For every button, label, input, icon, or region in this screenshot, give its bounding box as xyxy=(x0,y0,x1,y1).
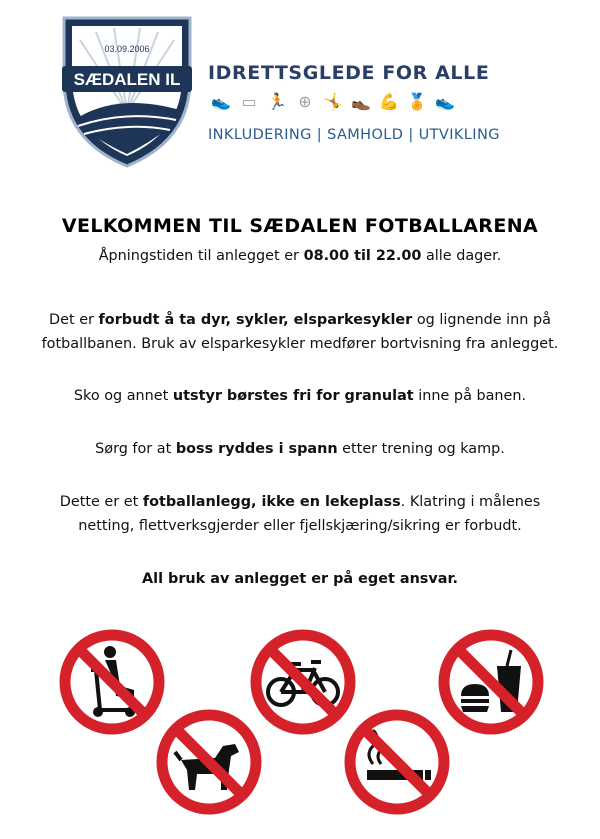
club-values: INKLUDERING | SAMHOLD | UTVIKLING xyxy=(208,127,500,143)
crest-date: 03.09.2006 xyxy=(104,44,150,54)
notice-title: VELKOMMEN TIL SÆDALEN FOTBALLARENA xyxy=(61,215,539,237)
opening-hours: Åpningstiden til anlegget er 08.00 til 22.00 alle dager. xyxy=(98,248,502,264)
gymnast-icon: 🤸 xyxy=(323,92,343,111)
header xyxy=(0,0,600,180)
no-smoking-icon xyxy=(343,708,451,816)
shoe-icon: 👟 xyxy=(211,92,231,111)
no-dogs-icon xyxy=(155,708,263,816)
rubbish-rule: Sørg for at boss ryddes i spann etter trening og kamp. xyxy=(95,441,505,457)
prohibition-signs xyxy=(0,620,600,839)
basketball-icon: ⊕ xyxy=(298,92,312,111)
medal-icon: 🏅 xyxy=(407,92,427,111)
crest-name: SÆDALEN IL xyxy=(73,70,181,89)
responsibility-statement: All bruk av anlegget er på eget ansvar. xyxy=(142,571,458,587)
runner-icon: 🏃 xyxy=(267,92,287,111)
football-pitch-icon: ▭ xyxy=(241,92,257,111)
equipment-rule: Sko og annet utstyr børstes fri for granulat inne på banen. xyxy=(73,388,527,404)
sport-icons xyxy=(210,92,456,111)
no-food-drink-icon xyxy=(437,628,545,736)
no-scooter-icon xyxy=(58,628,166,736)
muscle-icon: 💪 xyxy=(379,92,399,111)
tagline: IDRETTSGLEDE FOR ALLE xyxy=(208,62,490,84)
club-crest-logo xyxy=(56,10,198,170)
sneaker-icon: 👞 xyxy=(351,92,371,111)
spike-shoe-icon: 👟 xyxy=(435,92,455,111)
no-bicycles-icon xyxy=(249,628,357,736)
forbidden-items-rule: Det er forbudt å ta dyr, sykler, elsparkesykler og lignende inn på fotballbanen. Bruk av elsparkesykler medfører bortvisning fra anlegget. xyxy=(41,312,559,352)
playground-rule: Dette er et fotballanlegg, ikke en lekeplass. Klatring i målenes netting, flettverksgjerder eller fjellskjæring/sikring er forbudt. xyxy=(59,494,541,534)
